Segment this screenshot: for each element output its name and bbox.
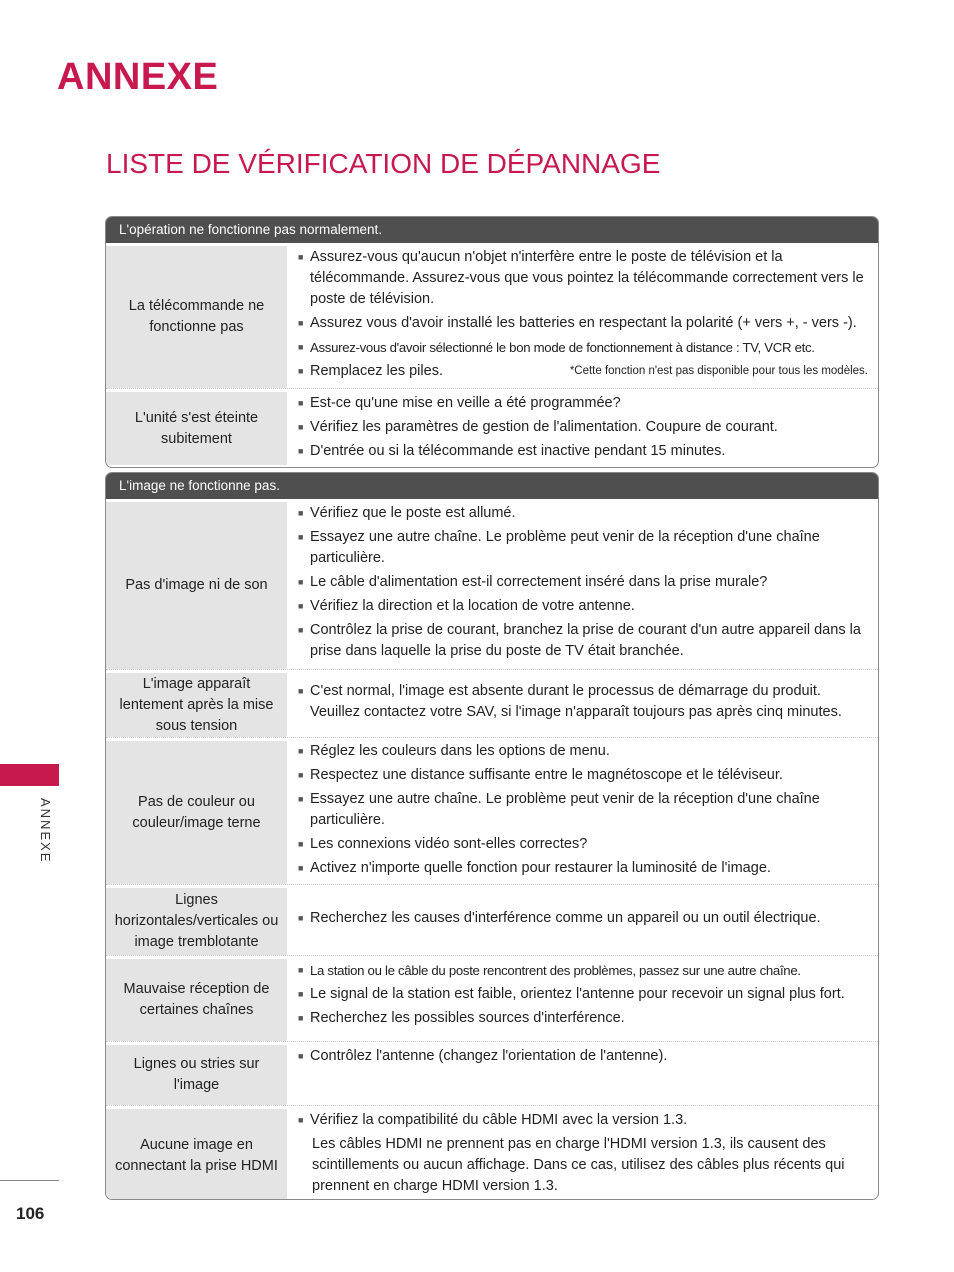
list-item: ■ Vérifiez la compatibilité du câble HDMI avec la version 1.3.	[298, 1110, 868, 1131]
bullet-square-icon: ■	[298, 601, 304, 611]
problem-label: L'unité s'est éteinte subitement	[106, 392, 287, 465]
bullet-square-icon: ■	[298, 686, 304, 696]
annexe-title: ANNEXE	[57, 56, 219, 98]
problem-label: Lignes horizontales/verticales ou image tremblotante	[106, 888, 287, 955]
bullet-square-icon: ■	[298, 366, 304, 376]
problem-label: Mauvaise réception de certaines chaînes	[106, 959, 287, 1041]
list-item: ■ Respectez une distance suffisante entre le magnétoscope et le téléviseur.	[298, 765, 868, 786]
solution-list	[287, 389, 878, 465]
list-item-continuation: Les câbles HDMI ne prennent pas en charge l'HDMI version 1.3, ils causent des scintillements ou aucun affichage. Dans ce cas, utilisez des câbles plus récents qui prennent en charge HDMI version 1.3.	[312, 1136, 845, 1194]
bullet-square-icon: ■	[298, 625, 304, 635]
list-item: ■ Le signal de la station est faible, orientez l'antenne pour recevoir un signal plus fort.	[298, 984, 868, 1005]
problem-label: Aucune image en connectant la prise HDMI	[106, 1109, 287, 1200]
bullet-square-icon: ■	[298, 422, 304, 432]
page-number-rule	[0, 1180, 59, 1181]
list-item: ■ Vérifiez que le poste est allumé.	[298, 503, 868, 524]
table-row	[106, 1042, 878, 1106]
list-item: ■ La station ou le câble du poste rencontrent des problèmes, passez sur une autre chaîne.	[298, 960, 868, 981]
problem-label: La télécommande ne fonctionne pas	[106, 246, 287, 388]
list-item: ■ Réglez les couleurs dans les options de menu.	[298, 741, 868, 762]
list-item: ■ D'entrée ou si la télécommande est inactive pendant 15 minutes.	[298, 441, 868, 462]
troubleshooting-table-picture	[105, 472, 879, 1200]
bullet-square-icon: ■	[298, 1013, 304, 1023]
table-row	[106, 956, 878, 1042]
list-item: ■ Assurez vous d'avoir installé les batteries en respectant la polarité (+ vers +, - vers -).	[298, 313, 868, 334]
list-item: ■ Vérifiez la direction et la location de votre antenne.	[298, 596, 868, 617]
page-number: 106	[16, 1204, 45, 1223]
footnote: *Cette fonction n'est pas disponible pour tous les modèles.	[569, 365, 868, 377]
solution-list	[287, 1042, 878, 1105]
solution-list	[287, 670, 878, 737]
table-row	[106, 389, 878, 465]
list-item: ■ Contrôlez l'antenne (changez l'orientation de l'antenne).	[298, 1046, 868, 1067]
list-item: ■ C'est normal, l'image est absente durant le processus de démarrage du produit. Veuillez contactez votre SAV, si l'image n'apparaît toujours pas après cinq minutes.	[298, 681, 868, 723]
solution-list	[287, 738, 878, 884]
solution-list	[287, 243, 878, 388]
bullet-square-icon: ■	[298, 532, 304, 542]
table-row	[106, 670, 878, 738]
bullet-square-icon: ■	[298, 398, 304, 408]
table-header: L'opération ne fonctionne pas normalement.	[106, 217, 878, 243]
bullet-square-icon: ■	[298, 989, 304, 999]
list-item: ■ Recherchez les possibles sources d'interférence.	[298, 1008, 868, 1029]
bullet-square-icon: ■	[298, 913, 304, 923]
bullet-square-icon: ■	[298, 1051, 304, 1061]
bullet-square-icon: ■	[298, 862, 304, 873]
table-row	[106, 243, 878, 389]
bullet-square-icon: ■	[298, 508, 304, 518]
list-item: ■ Essayez une autre chaîne. Le problème peut venir de la réception d'une chaîne particulière.	[298, 527, 868, 569]
side-section-label: ANNEXE	[38, 798, 53, 864]
section-title: LISTE DE VÉRIFICATION DE DÉPANNAGE	[106, 148, 661, 179]
list-item: ■ Est-ce qu'une mise en veille a été programmée?	[298, 393, 868, 414]
problem-label: Pas de couleur ou couleur/image terne	[106, 741, 287, 884]
problem-label: L'image apparaît lentement après la mise sous tension	[106, 673, 287, 737]
list-item: ■ Le câble d'alimentation est-il correctement inséré dans la prise murale?	[298, 572, 868, 593]
side-tab-marker	[0, 764, 59, 786]
table-row	[106, 1106, 878, 1200]
list-item: ■ Les connexions vidéo sont-elles correctes?	[298, 834, 868, 855]
list-item: ■ Recherchez les causes d'interférence comme un appareil ou un outil électrique.	[298, 908, 868, 929]
table-header: L'image ne fonctionne pas.	[106, 473, 878, 499]
list-item: ■ Remplacez les piles. *Cette fonction n'est pas disponible pour tous les modèles.	[298, 361, 868, 382]
bullet-square-icon: ■	[298, 793, 304, 804]
solution-list	[287, 956, 878, 1041]
solution-list	[287, 499, 878, 669]
bullet-square-icon: ■	[298, 838, 304, 849]
list-item: ■ Contrôlez la prise de courant, branchez la prise de courant d'un autre appareil dans la prise dans laquelle la prise du poste de TV était branchée.	[298, 620, 868, 662]
list-item: ■ Vérifiez les paramètres de gestion de l'alimentation. Coupure de courant.	[298, 417, 868, 438]
bullet-square-icon: ■	[298, 745, 304, 756]
troubleshooting-table-operation	[105, 216, 879, 468]
bullet-square-icon: ■	[298, 342, 304, 352]
bullet-square-icon: ■	[298, 252, 304, 262]
bullet-square-icon: ■	[298, 446, 304, 456]
bullet-square-icon: ■	[298, 769, 304, 780]
list-item: ■ Essayez une autre chaîne. Le problème peut venir de la réception d'une chaîne particulière.	[298, 789, 868, 831]
table-row	[106, 738, 878, 885]
solution-list	[287, 1106, 878, 1200]
problem-label: Lignes ou stries sur l'image	[106, 1045, 287, 1105]
bullet-square-icon: ■	[298, 577, 304, 587]
list-item: ■ Activez n'importe quelle fonction pour restaurer la luminosité de l'image.	[298, 858, 868, 879]
list-item: ■ Assurez-vous qu'aucun n'objet n'interfère entre le poste de télévision et la télécommande. Assurez-vous que vous pointez la télécommande correctement vers le poste de télévision.	[298, 247, 868, 310]
bullet-square-icon: ■	[298, 318, 304, 328]
table-row	[106, 885, 878, 956]
solution-list	[287, 885, 878, 955]
bullet-square-icon: ■	[298, 1115, 304, 1125]
bullet-square-icon: ■	[298, 965, 304, 975]
list-item: ■ Assurez-vous d'avoir sélectionné le bon mode de fonctionnement à distance : TV, VCR etc.	[298, 337, 868, 358]
table-row	[106, 499, 878, 670]
problem-label: Pas d'image ni de son	[106, 502, 287, 669]
